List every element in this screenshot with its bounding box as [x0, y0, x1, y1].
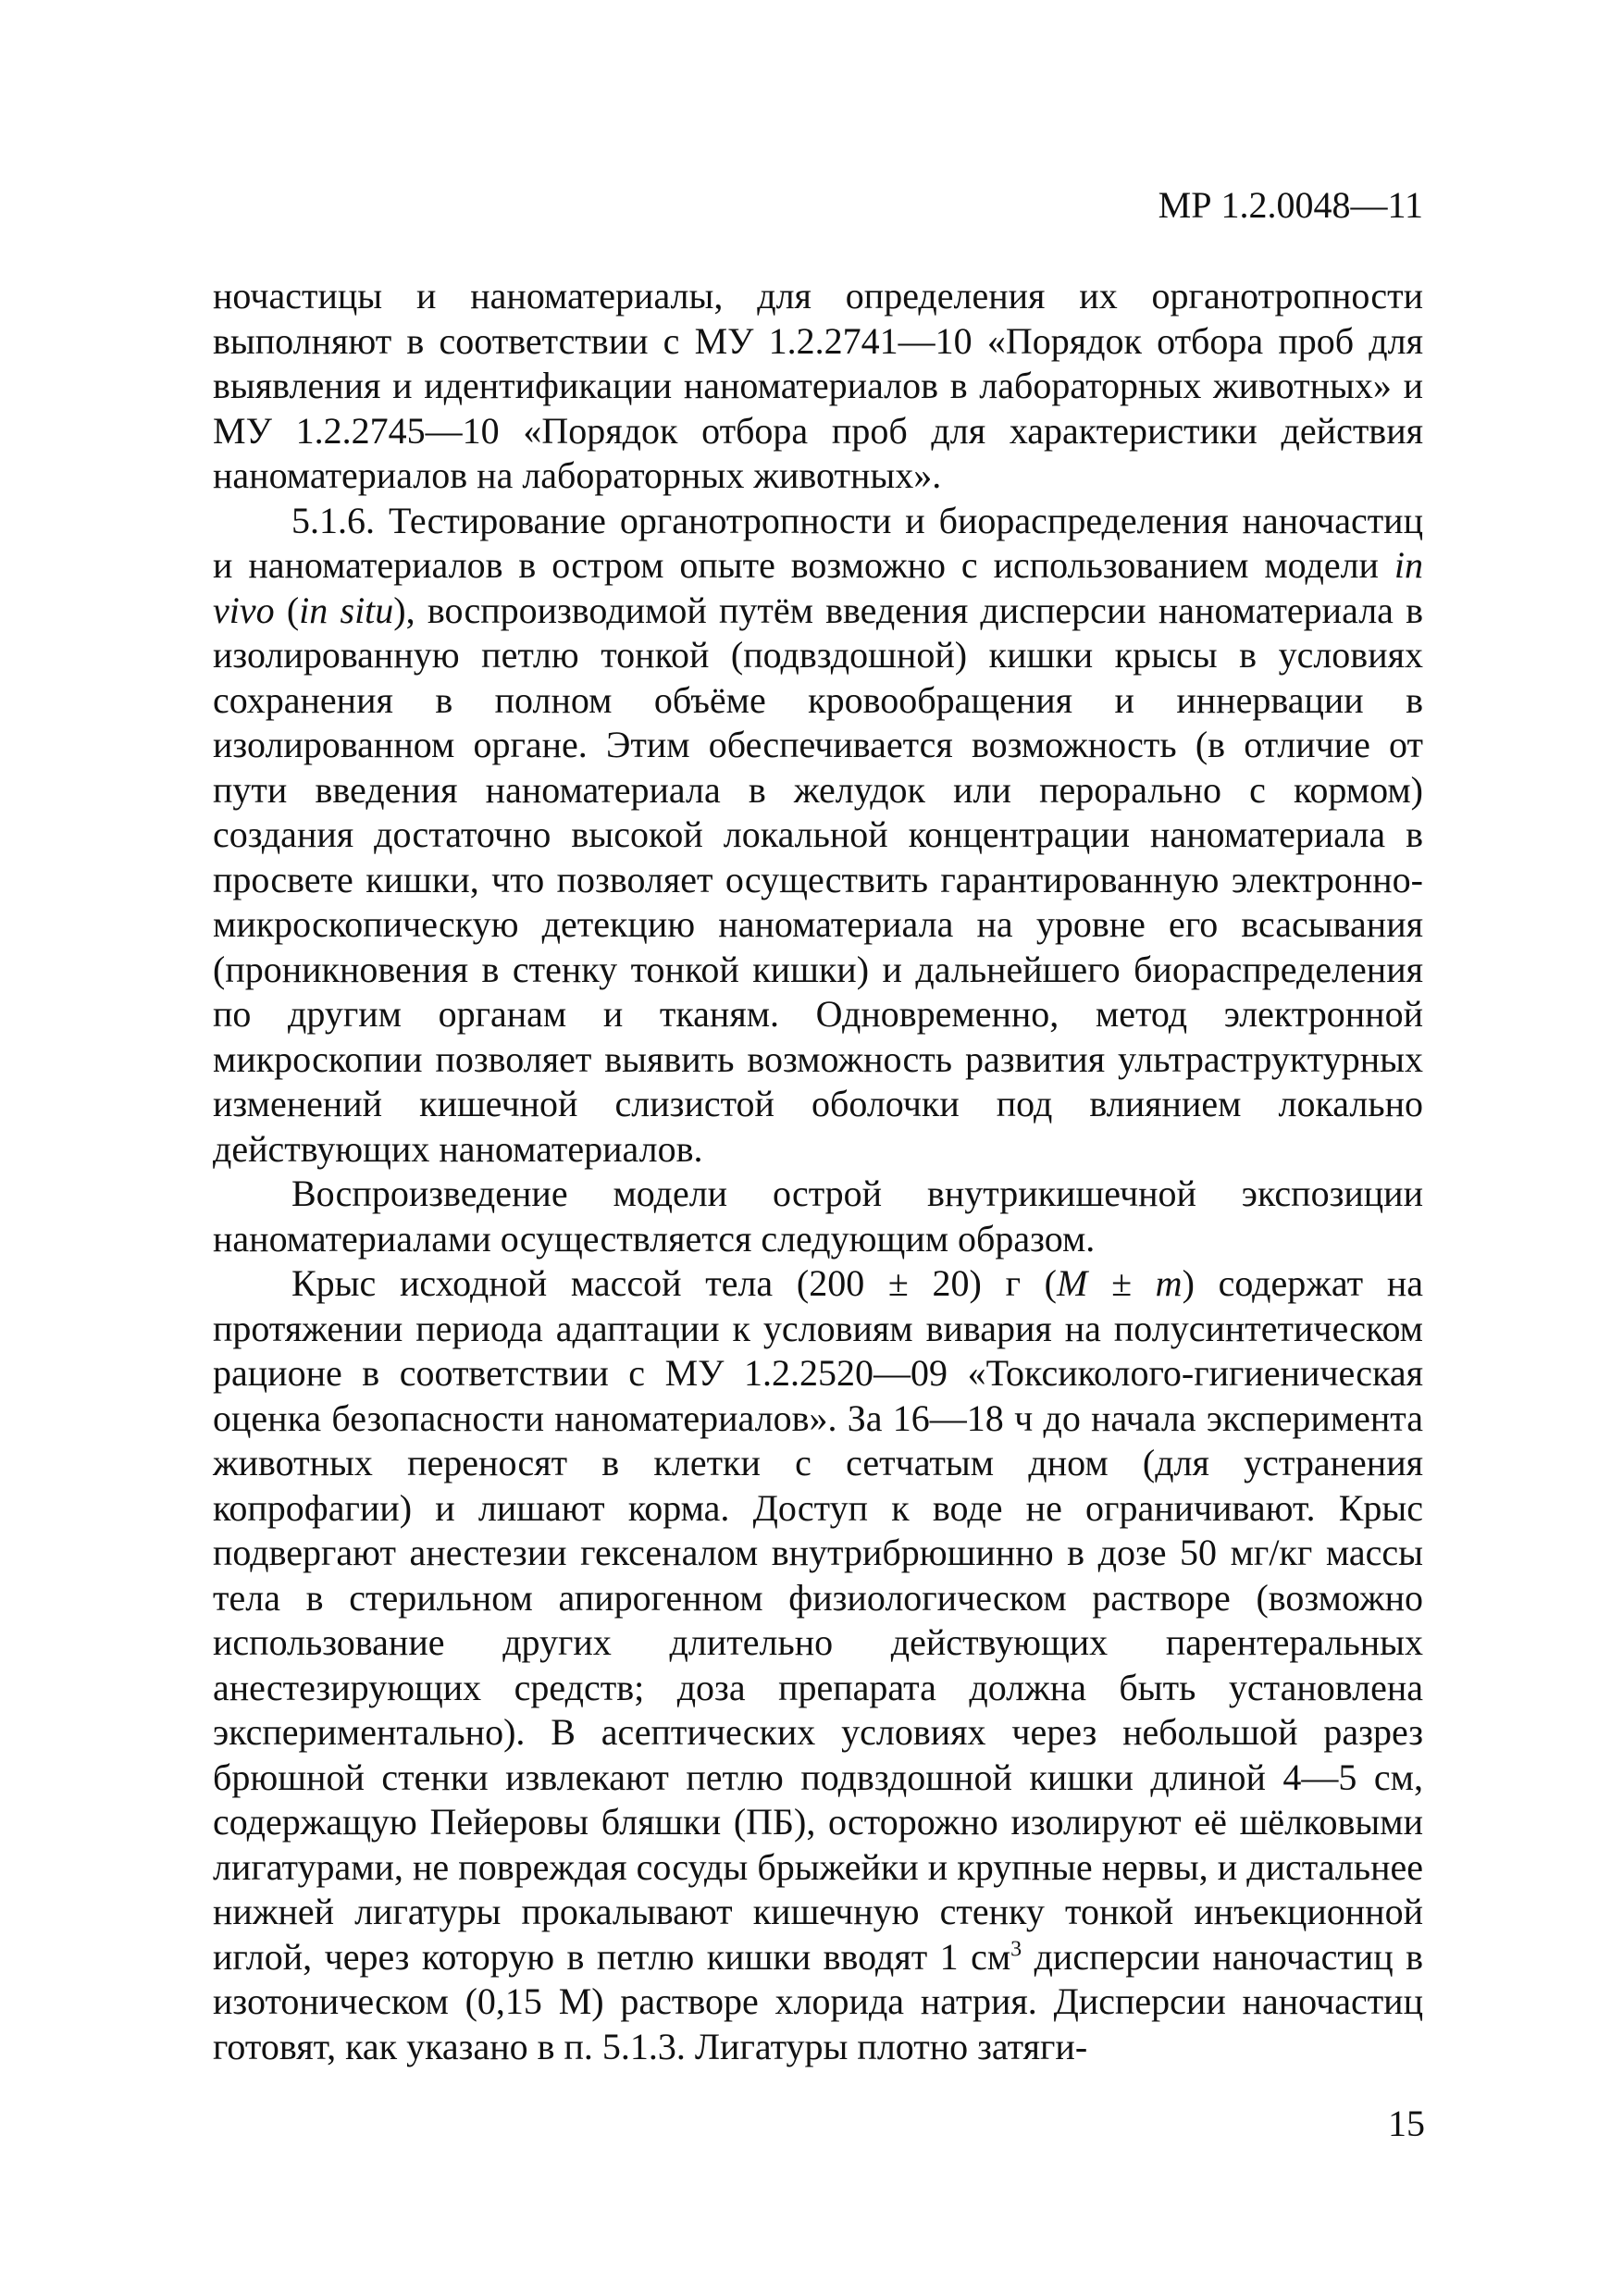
text-span: дисперсии наночастиц в изотоническом (0,15 М) растворе хлорида натрия. Дисперсии наночастиц готовят, как указано в п. 5.1.3. Лигатуры плотно затяги-: [213, 1935, 1424, 2067]
document-body: [213, 274, 1423, 2069]
paragraph-procedure: [213, 1261, 1423, 2069]
paragraph-continuation: ночастицы и наноматериалы, для определения их органотропности выполняют в соответствии с МУ 1.2.2741—10 «Порядок отбора проб для выявления и идентификации наноматериалов в лабораторных животных» и МУ 1.2.2745—10 «Порядок отбора проб для характеристики действия наноматериалов на лабораторных животных».: [213, 275, 1423, 496]
text-span: ) содержат на протяжении периода адаптации к условиям вивария на полусинтетическом рационе в соответствии с МУ 1.2.2520—09 «Токсиколого-гигиеническая оценка безопасности наноматериалов». За 16—18 ч до начала эксперимента животных переносят в клетки с сетчатым дном (для устранения копрофагии) и лишают корма. Доступ к воде не ограничивают. Крыс подвергают анестезии гексеналом внутрибрюшинно в дозе 50 мг/кг массы тела в стерильном апирогенном физиологическом растворе (возможно использование других длительно действующих парентеральных анестезирующих средств; доза препарата должна быть установлена экспериментально). В асептических условиях через небольшой разрез брюшной стенки извлекают петлю подвздошной кишки длиной 4—5 см, содержащую Пейеровы бляшки (ПБ), осторожно изолируют её шёлковыми лигатурами, не повреждая сосуды брыжейки и крупные нервы, и дистальнее нижней лигатуры прокалывают кишечную стенку тонкой инъекционной иглой, через которую в петлю кишки вводят 1 см: [213, 1262, 1423, 1978]
text-span: (: [274, 589, 300, 631]
text-span: Крыс исходной массой тела (200 ± 20) г (: [291, 1262, 1057, 1304]
superscript: 3: [1010, 1937, 1022, 1962]
italic-formula: M ± m: [1057, 1262, 1183, 1304]
document-code-header: МР 1.2.0048—11: [1158, 184, 1423, 226]
italic-term: in vivo: [213, 544, 1423, 631]
paragraph-5-1-6: [213, 499, 1423, 1173]
italic-term: in situ: [299, 589, 394, 631]
page-number: 15: [1388, 2103, 1425, 2144]
paragraph-model-intro: Воспроизведение модели острой внутрикишечной экспозиции наноматериалами осуществляется следующим образом.: [213, 1173, 1423, 1260]
text-span: ), воспроизводимой путём введения дисперсии наноматериала в изолированную петлю тонкой (подвздошной) кишки крысы в условиях сохранения в полном объёме кровообращения и иннервации в изолированном органе. Этим обеспечивается возможность (в отличие от пути введения наноматериала в желудок или перорально с кормом) создания достаточно высокой локальной концентрации наноматериала в просвете кишки, что позволяет осуществить гарантированную электронно-микроскопическую детекцию наноматериала на уровне его всасывания (проникновения в стенку тонкой кишки) и дальнейшего биораспределения по другим органам и тканям. Одновременно, метод электронной микроскопии позволяет выявить возможность развития ультраструктурных изменений кишечной слизистой оболочки под влиянием локально действующих наноматериалов.: [213, 589, 1424, 1170]
text-span: 5.1.6. Тестирование органотропности и биораспределения наночастиц и наноматериалов в остром опыте возможно с использованием модели: [213, 499, 1423, 586]
